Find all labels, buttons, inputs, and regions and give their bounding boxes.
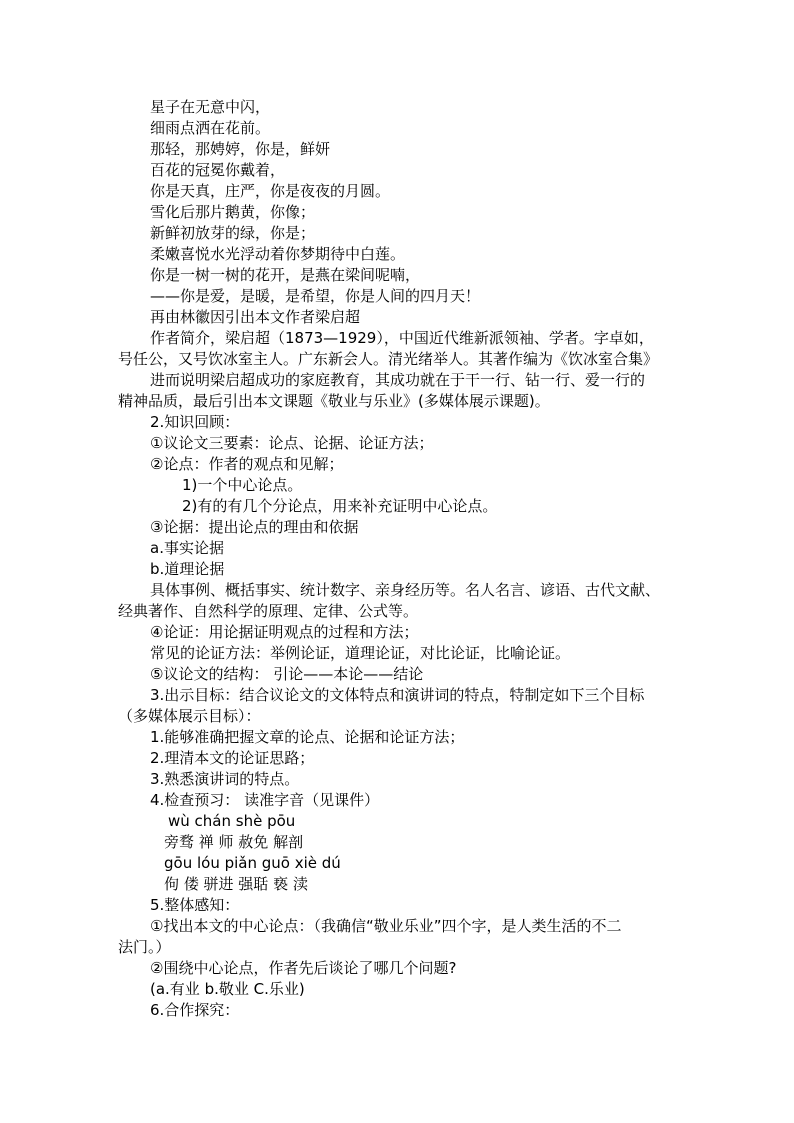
text-line: 柔嫩喜悦水光浮动着你梦期待中白莲。 [150, 245, 406, 263]
text-line: 2.理清本文的论证思路； [150, 749, 315, 767]
text-line: ——你是爱，是暖，是希望，你是人间的四月天！ [150, 287, 481, 305]
text-line: 经典著作、自然科学的原理、定律、公式等。 [118, 602, 419, 620]
text-line: ②围绕中心论点，作者先后谈论了哪几个问题? [150, 959, 457, 977]
text-line: 你是一树一树的花开，是燕在梁间呢喃， [150, 266, 421, 284]
text-line: 法门。） [118, 938, 171, 956]
text-line: ②论点：作者的观点和见解； [150, 455, 344, 473]
text-line: b.道理论据 [150, 560, 225, 578]
text-line: wù chán shè pōu [168, 812, 296, 830]
text-line: 常见的论证方法：举例论证，道理论证，对比论证，比喻论证。 [150, 644, 571, 662]
text-line: 4.检查预习： 读准字音（见课件） [150, 791, 380, 809]
text-line: ①找出本文的中心论点：（我确信“敬业乐业”四个字，是人类生活的不二 [150, 917, 622, 935]
text-line: 精神品质，最后引出本文课题《敬业与乐业》(多媒体展示课题)。 [118, 392, 550, 410]
text-line: ①议论文三要素：论点、论据、论证方法； [150, 434, 434, 452]
text-line: 新鲜初放芽的绿，你是； [150, 224, 316, 242]
text-line: ③论据：提出论点的理由和依据 [150, 518, 359, 536]
text-line: 作者简介，梁启超（1873—1929），中国近代维新派领袖、学者。字卓如， [150, 329, 654, 347]
text-line: 你是天真，庄严，你是夜夜的月圆。 [150, 182, 391, 200]
text-line: （多媒体展示目标）： [118, 707, 261, 725]
text-line: 再由林徽因引出本文作者梁启超 [150, 308, 361, 326]
text-line: 旁骛 禅 师 赦免 解剖 [164, 833, 304, 851]
text-line: 百花的冠冕你戴着， [150, 161, 286, 179]
text-line: (a.有业 b.敬业 C.乐业) [150, 980, 305, 998]
text-line: 3.熟悉演讲词的特点。 [150, 770, 300, 788]
text-line: 6.合作探究： [150, 1001, 240, 1019]
text-line: 进而说明梁启超成功的家庭教育，其成功就在于干一行、钻一行、爱一行的 [150, 371, 646, 389]
text-line: gōu lóu piǎn guō xiè dú [164, 854, 341, 872]
text-line: 号任公，又号饮冰室主人。广东新会人。清光绪举人。其著作编为《饮冰室合集》 [118, 350, 659, 368]
text-line: ④论证：用论据证明观点的过程和方法； [150, 623, 419, 641]
text-line: 星子在无意中闪， [150, 98, 271, 116]
text-line: 3.出示目标：结合议论文的文体特点和演讲词的特点，特制定如下三个目标 [150, 686, 645, 704]
text-line: 1.能够准确把握文章的论点、论据和论证方法； [150, 728, 465, 746]
text-line: 那轻，那娉婷，你是，鲜妍 [150, 140, 331, 158]
text-line: 5.整体感知： [150, 896, 240, 914]
text-line: 2.知识回顾： [150, 413, 240, 431]
text-line: ⑤议论文的结构： 引论——本论——结论 [150, 665, 424, 683]
text-line: 2)有的有几个分论点，用来补充证明中心论点。 [182, 497, 498, 515]
text-line: 具体事例、概括事实、统计数字、亲身经历等。名人名言、谚语、古代文献、 [150, 581, 661, 599]
text-line: 雪化后那片鹅黄，你像； [150, 203, 316, 221]
text-line: 佝 偻 骈进 强聒 亵 渎 [164, 875, 308, 893]
text-line: 1)一个中心论点。 [182, 476, 303, 494]
text-line: a.事实论据 [150, 539, 224, 557]
text-line: 细雨点洒在花前。 [150, 119, 271, 137]
